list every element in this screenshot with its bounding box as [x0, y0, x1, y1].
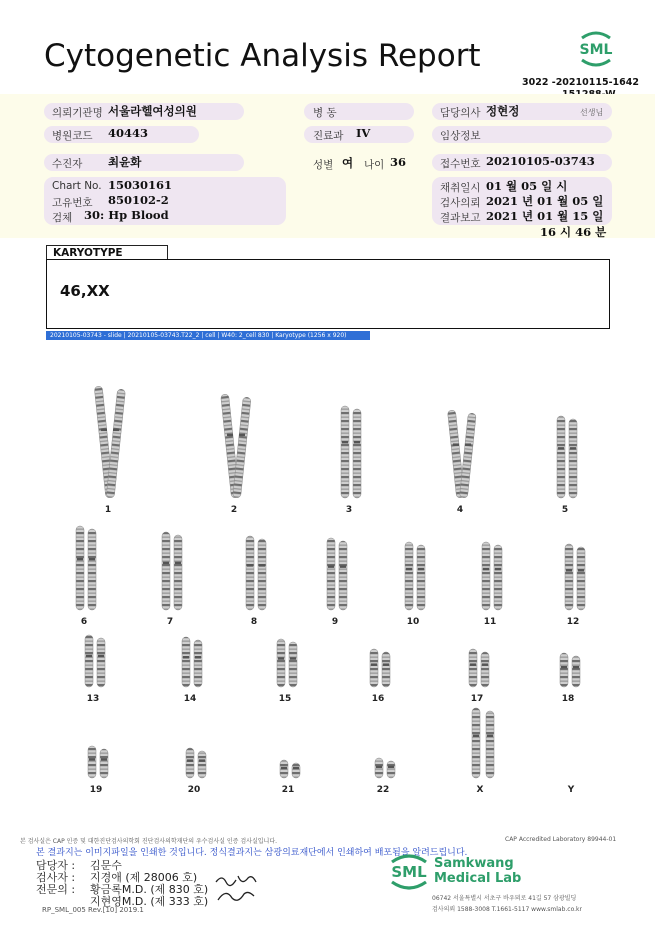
form-code: RP_SML_005 Rev.[10] 2019.1	[42, 906, 144, 914]
chromosome-5-copy-2	[569, 419, 577, 498]
chromosome-11-copy-1	[482, 542, 490, 610]
centromere-3-1	[342, 441, 348, 444]
chromosome-8-copy-1	[246, 536, 254, 610]
sex-value: 여	[342, 156, 354, 170]
sex-label: 성별	[313, 159, 334, 171]
chromosome-X-copy-1	[472, 708, 480, 778]
chromosome-18-copy-2	[572, 656, 580, 687]
examiner-value: 지경애 (제 28006 호)	[90, 871, 198, 884]
centromere-7-1	[163, 562, 169, 565]
centromere-2-2	[239, 434, 245, 437]
chromosome-label-4: 4	[456, 505, 464, 515]
chromosome-22	[375, 758, 395, 795]
lab-name-line2: Medical Lab	[434, 871, 522, 886]
chromosome-22-copy-2	[387, 761, 395, 778]
specialist2-value: 지현영M.D. (제 333 호)	[90, 895, 209, 908]
centromere-11-2	[495, 568, 501, 571]
centromere-4-1	[453, 443, 459, 446]
centromere-20-1	[187, 759, 193, 762]
chromosome-19-copy-1	[88, 746, 96, 778]
logo-text: SML	[579, 42, 613, 58]
chromosome-14	[182, 637, 202, 704]
chromosome-7-copy-1	[162, 532, 170, 610]
centromere-X-1	[473, 735, 479, 738]
centromere-17-2	[482, 663, 488, 666]
chromosome-17	[469, 649, 489, 704]
karyotype-box	[46, 259, 610, 329]
chromosome-11-copy-2	[494, 545, 502, 610]
centromere-12-1	[566, 569, 572, 572]
chromosome-4-copy-2	[459, 413, 476, 498]
chromosome-13	[85, 635, 105, 704]
chromosome-1	[94, 386, 125, 515]
department-value: IV	[356, 126, 371, 140]
institution-label: 의뢰기관명	[52, 107, 103, 119]
specimen-label: 검체	[52, 212, 73, 224]
chromosome-label-19: 19	[89, 785, 103, 795]
chromosome-20	[186, 748, 206, 795]
chromosome-label-15: 15	[278, 694, 292, 704]
chromosome-label-11: 11	[483, 617, 497, 627]
chart-no-value: 15030161	[108, 178, 173, 192]
patient-value: 최윤화	[108, 155, 142, 169]
centromere-11-1	[483, 568, 489, 571]
chromosome-12-copy-1	[565, 544, 573, 610]
centromere-16-1	[371, 663, 377, 666]
chromosome-16-copy-1	[370, 649, 378, 687]
chromosome-15-copy-2	[289, 642, 297, 687]
chart-no-label: Chart No.	[52, 180, 102, 192]
centromere-15-2	[290, 657, 296, 660]
chromosome-label-2: 2	[230, 505, 238, 515]
report-code-line1: 3022 -20210115-1642	[522, 77, 639, 88]
unique-no-value: 850102-2	[108, 193, 169, 207]
examiner-label: 검사자 :	[36, 871, 76, 884]
ward-label: 병 동	[313, 107, 337, 119]
clinical-info-label: 임상정보	[440, 130, 481, 142]
centromere-16-2	[383, 663, 389, 666]
karyogram-image	[46, 340, 612, 828]
specialist1-value: 황금록M.D. (제 830 호)	[90, 883, 209, 896]
chromosome-7	[162, 532, 182, 627]
chromosome-1-copy-2	[106, 389, 125, 498]
signature-image	[212, 868, 262, 908]
chromosome-14-copy-2	[194, 640, 202, 687]
result-time-value: 16 시 46 분	[540, 225, 607, 239]
patient-label: 수진자	[52, 158, 83, 170]
chromosome-3	[341, 406, 361, 515]
centromere-14-1	[183, 656, 189, 659]
karyotype-label: KARYOTYPE	[46, 245, 168, 259]
chromosome-5-copy-1	[557, 416, 565, 498]
chromosome-label-X: X	[476, 785, 484, 795]
lab-address: 06742 서울특별시 서초구 바우뫼로 41길 57 삼광빌딩	[432, 895, 577, 902]
lab-name-line1: Samkwang	[434, 856, 514, 871]
chromosome-6-copy-1	[76, 526, 84, 610]
collection-value: 01 월 05 일 시	[486, 179, 568, 193]
doctor-label: 담당의사	[440, 107, 481, 119]
institution-value: 서울라헬여성의원	[108, 104, 197, 118]
centromere-18-2	[573, 666, 579, 669]
receipt-no-value: 20210105-03743	[486, 154, 595, 168]
centromere-15-1	[278, 657, 284, 660]
chromosome-label-16: 16	[371, 694, 385, 704]
chromosome-11	[482, 542, 502, 627]
chromosome-label-20: 20	[187, 785, 201, 795]
cap-accreditation: CAP Accredited Laboratory 89944-01	[505, 836, 617, 843]
request-value: 2021 년 01 월 05 일	[486, 194, 604, 208]
chromosome-label-12: 12	[566, 617, 580, 627]
chromosome-16	[370, 649, 390, 704]
centromere-10-1	[406, 568, 412, 571]
centromere-6-2	[89, 558, 95, 561]
centromere-14-2	[195, 656, 201, 659]
chromosome-21	[280, 760, 300, 795]
info-panel	[0, 94, 655, 238]
chromosome-3-copy-1	[341, 406, 349, 498]
receipt-no-label: 접수번호	[440, 158, 481, 170]
footer-fine-print: 본 검사실은 CAP 인증 및 대한진단검사의학회 진단검사의학재단의 우수검사실 인증 검사실입니다.	[20, 838, 278, 845]
chromosome-8	[246, 536, 266, 627]
centromere-8-2	[259, 564, 265, 567]
centromere-19-1	[89, 758, 95, 761]
chromosome-label-22: 22	[376, 785, 390, 795]
chromosome-X-copy-2	[486, 711, 494, 778]
chromosome-20-copy-2	[198, 751, 206, 778]
chromosome-18-copy-1	[560, 653, 568, 687]
centromere-1-2	[113, 429, 119, 432]
chromosome-21-copy-2	[292, 763, 300, 778]
chromosome-label-3: 3	[345, 505, 353, 515]
chromosome-15	[277, 639, 297, 704]
centromere-10-2	[418, 568, 424, 571]
centromere-9-1	[328, 565, 334, 568]
request-label: 검사의뢰	[440, 197, 481, 209]
specimen-value: 30: Hp Blood	[84, 208, 169, 222]
hospital-code-label: 병원코드	[52, 130, 93, 142]
department-label: 진료과	[313, 130, 344, 142]
chromosome-13-copy-1	[85, 635, 93, 687]
chromosome-12	[565, 544, 585, 627]
chromosome-label-10: 10	[406, 617, 420, 627]
image-caption-bar: 20210105-03743 - slide | 20210105-03743.T22_2 | cell | W40: 2_cell 830 | Karyotype (1256 x 920)	[46, 331, 370, 340]
chromosome-7-copy-2	[174, 535, 182, 610]
specialist-label: 전문의 :	[36, 883, 76, 896]
centromere-9-2	[340, 565, 346, 568]
centromere-6-1	[77, 558, 83, 561]
centromere-8-1	[247, 564, 253, 567]
samkwang-logo-icon	[386, 852, 432, 892]
age-value: 36	[390, 155, 407, 169]
chromosome-19	[88, 746, 108, 795]
centromere-5-2	[570, 447, 576, 450]
chromosome-9-copy-2	[339, 541, 347, 610]
chromosome-15-copy-1	[277, 639, 285, 687]
chromosome-label-21: 21	[281, 785, 295, 795]
centromere-5-1	[558, 447, 564, 450]
sml-logo-icon	[574, 30, 618, 68]
chromosome-Y	[567, 785, 575, 795]
centromere-7-2	[175, 562, 181, 565]
chromosome-4	[447, 410, 476, 515]
centromere-3-2	[354, 441, 360, 444]
doctor-suffix: 선생님	[580, 108, 604, 117]
chromosome-label-Y: Y	[567, 785, 575, 795]
hospital-code-value: 40443	[108, 126, 149, 140]
chromosome-20-copy-1	[186, 748, 194, 778]
centromere-22-1	[376, 766, 382, 769]
chromosome-label-5: 5	[561, 505, 569, 515]
chromosome-10	[405, 542, 425, 627]
chromosome-8-copy-2	[258, 539, 266, 610]
chromosome-2-copy-2	[233, 397, 252, 498]
chromosome-label-8: 8	[250, 617, 258, 627]
in-charge-value: 김문수	[90, 859, 122, 872]
chromosome-5	[557, 416, 577, 515]
centromere-22-2	[388, 766, 394, 769]
chromosome-17-copy-1	[469, 649, 477, 687]
chromosome-label-9: 9	[331, 617, 339, 627]
centromere-20-2	[199, 759, 205, 762]
chromosome-label-13: 13	[86, 694, 100, 704]
chromosome-17-copy-2	[481, 652, 489, 687]
chromosome-label-7: 7	[166, 617, 174, 627]
report-title: Cytogenetic Analysis Report	[44, 38, 481, 74]
chromosome-14-copy-1	[182, 637, 190, 687]
result-value: 2021 년 01 월 15 일	[486, 209, 604, 223]
chromosome-6-copy-2	[88, 529, 96, 610]
centromere-21-1	[281, 767, 287, 770]
centromere-13-1	[86, 655, 92, 658]
chromosome-10-copy-1	[405, 542, 413, 610]
chromosome-12-copy-2	[577, 547, 585, 610]
in-charge-label: 담당자 :	[36, 859, 76, 872]
chromosome-label-6: 6	[80, 617, 88, 627]
centromere-2-1	[227, 434, 233, 437]
result-label: 결과보고	[440, 212, 481, 224]
unique-no-label: 고유번호	[52, 197, 93, 209]
centromere-21-2	[293, 767, 299, 770]
centromere-1-1	[101, 429, 107, 432]
centromere-4-2	[465, 443, 471, 446]
chromosome-18	[560, 653, 580, 704]
chromosome-16-copy-2	[382, 652, 390, 687]
centromere-12-2	[578, 569, 584, 572]
centromere-13-2	[98, 655, 104, 658]
chromosome-6	[76, 526, 96, 627]
doctor-value: 정현정	[486, 104, 520, 118]
chromosome-label-14: 14	[183, 694, 197, 704]
chromosome-9-copy-1	[327, 538, 335, 610]
centromere-18-1	[561, 666, 567, 669]
lab-contact: 검사의뢰 1588-3008 T.1661-5117 www.smlab.co.kr	[432, 906, 582, 913]
karyotype-value: 46,XX	[60, 282, 110, 300]
chromosome-10-copy-2	[417, 545, 425, 610]
svg-text:SML: SML	[391, 863, 427, 881]
chromosome-label-1: 1	[104, 505, 112, 515]
chromosome-13-copy-2	[97, 638, 105, 687]
age-label: 나이	[364, 159, 385, 171]
centromere-X-2	[487, 735, 493, 738]
chromosome-label-17: 17	[470, 694, 484, 704]
chromosome-9	[327, 538, 347, 627]
centromere-19-2	[101, 758, 107, 761]
chromosome-label-18: 18	[561, 694, 575, 704]
centromere-17-1	[470, 663, 476, 666]
chromosome-3-copy-2	[353, 409, 361, 498]
collection-label: 채취일시	[440, 182, 481, 194]
chromosome-19-copy-2	[100, 749, 108, 778]
footer-notice: 본 결과지는 이미지파일을 인쇄한 것입니다. 정식결과지는 삼광의료재단에서 인쇄하여 배포됨을 알려드립니다.	[36, 848, 468, 858]
chromosome-X	[472, 708, 494, 795]
chromosome-2	[221, 394, 252, 515]
